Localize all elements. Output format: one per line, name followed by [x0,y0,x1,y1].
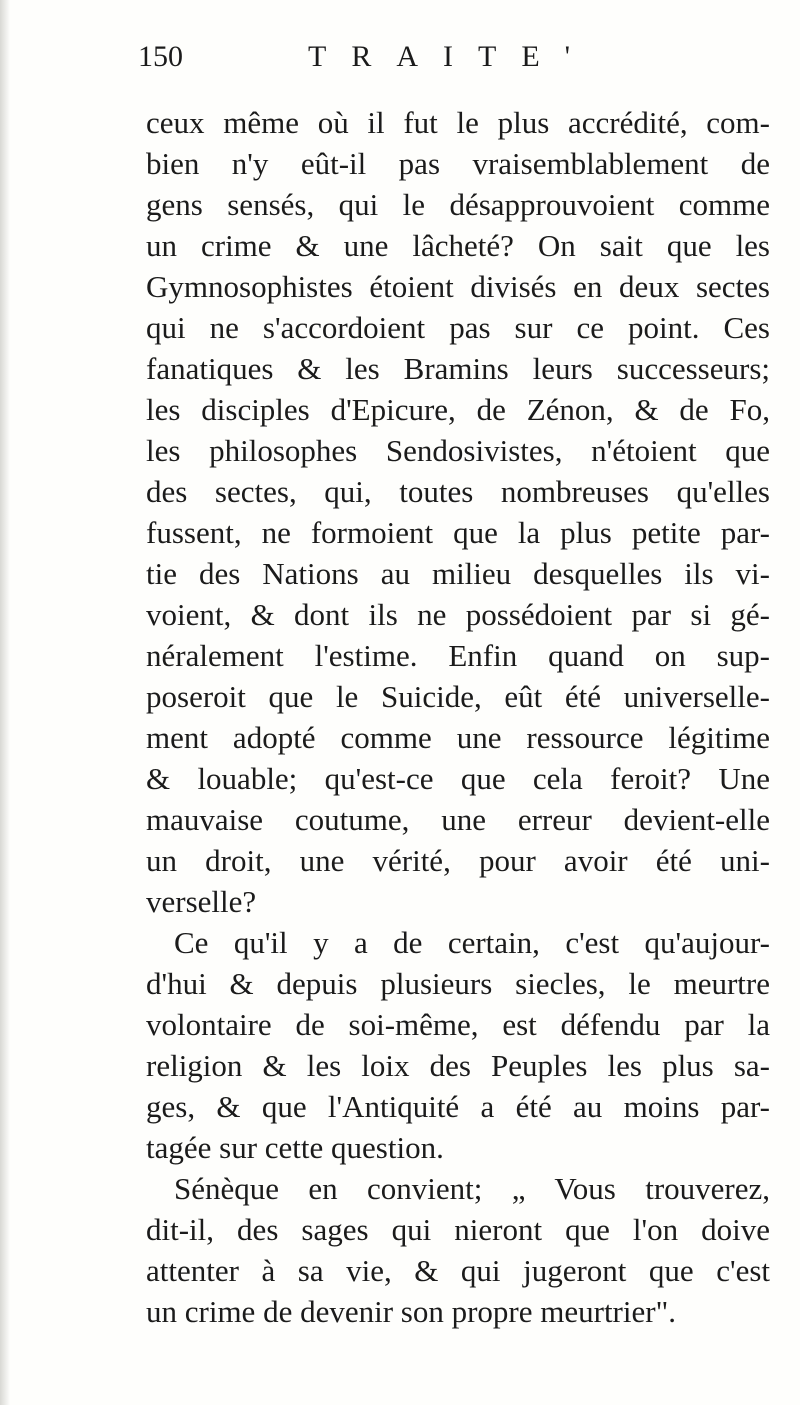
text-line: tie des Nations au milieu desquelles ils vi- [146,556,770,591]
text-line: Gymnosophistes étoient divisés en deux sectes [146,269,770,304]
text-line: volontaire de soi-même, est défendu par la [146,1007,770,1042]
text-line: Sénèque en convient; „ Vous trouverez, [174,1171,770,1206]
text-line: les philosophes Sendosivistes, n'étoient que [146,433,770,468]
running-title: TRAITE' [308,40,596,73]
text-line: un droit, une vérité, pour avoir été uni- [146,843,770,878]
text-line: attenter à sa vie, & qui jugeront que c'est [146,1253,770,1288]
text-line: d'hui & depuis plusieurs siecles, le meurtre [146,966,770,1001]
text-line: ment adopté comme une ressource légitime [146,720,770,755]
text-line: verselle? [146,884,257,919]
text-line: les disciples d'Epicure, de Zénon, & de Fo, [146,392,770,427]
text-line: religion & les loix des Peuples les plus sa- [146,1048,770,1083]
text-line: qui ne s'accordoient pas sur ce point. Ces [146,310,770,345]
text-line: Ce qu'il y a de certain, c'est qu'aujour- [174,925,770,960]
text-line: ges, & que l'Antiquité a été au moins par- [146,1089,770,1124]
page-gutter-shadow [0,0,10,1405]
page-number: 150 [138,40,183,73]
text-line: ceux même où il fut le plus accrédité, com- [146,105,770,140]
text-line: tagée sur cette question. [146,1130,444,1165]
text-line: néralement l'estime. Enfin quand on sup- [146,638,770,673]
text-line: voient, & dont ils ne possédoient par si gé- [146,597,770,632]
text-line: des sectes, qui, toutes nombreuses qu'elles [146,474,770,509]
text-line: bien n'y eût-il pas vraisemblablement de [146,146,770,181]
body-text [146,102,770,1332]
text-line: fanatiques & les Bramins leurs successeurs; [146,351,770,386]
running-header [138,40,738,80]
text-line: un crime & une lâcheté? On sait que les [146,228,770,263]
text-line: un crime de devenir son propre meurtrier". [146,1294,676,1329]
text-line: poseroit que le Suicide, eût été universelle- [146,679,770,714]
text-line: dit-il, des sages qui nieront que l'on doive [146,1212,770,1247]
text-line: gens sensés, qui le désapprouvoient comme [146,187,770,222]
text-line: & louable; qu'est-ce que cela feroit? Une [146,761,770,796]
text-line: fussent, ne formoient que la plus petite par- [146,515,770,550]
text-line: mauvaise coutume, une erreur devient-elle [146,802,770,837]
